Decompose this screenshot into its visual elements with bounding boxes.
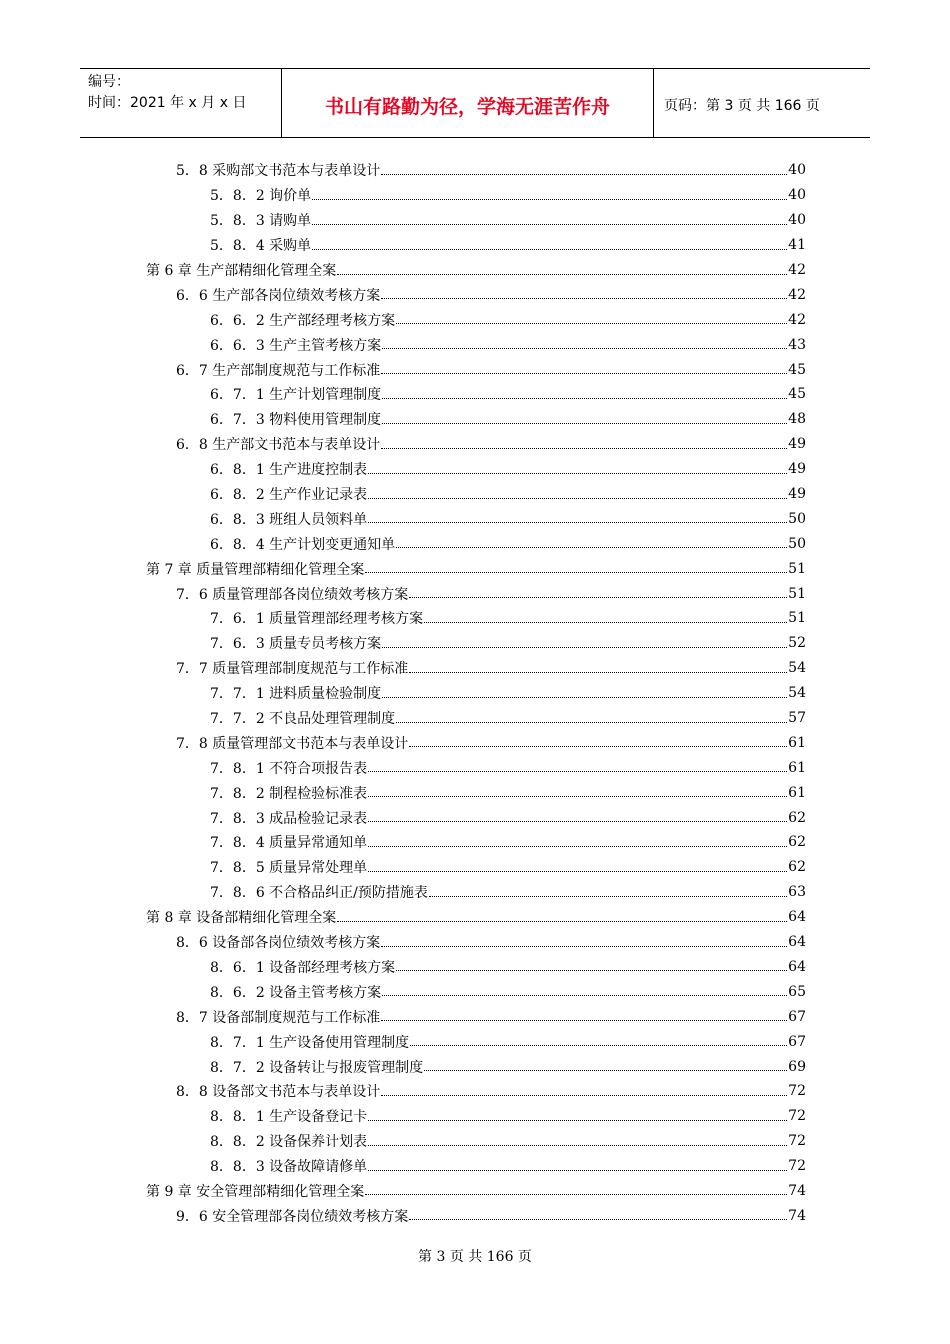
toc-entry-title: 6．7．3 物料使用管理制度 [210,412,382,429]
toc-entry-page: 74 [788,1207,806,1224]
toc-entry-page: 72 [788,1133,806,1150]
toc-entry[interactable] [140,233,806,258]
toc-entry-page: 72 [788,1158,806,1175]
toc-entry[interactable] [140,158,806,183]
toc-entry-title: 6．8．1 生产进度控制表 [210,462,368,479]
toc-entry[interactable] [140,855,806,880]
header-motto: 书山有路勤为径，学海无涯苦作舟 [282,69,654,137]
toc-entry-page: 48 [788,411,806,428]
toc-entry-page: 51 [788,610,806,627]
toc-entry-page: 52 [788,635,806,652]
date-line: 时间：2021 年 x 月 x 日 [88,95,247,111]
toc-entry-title: 第 8 章 设备部精细化管理全案 [146,910,337,927]
toc-entry-title: 7．7．1 进料质量检验制度 [210,686,382,703]
toc-leader-dots [396,537,787,548]
toc-entry-page: 62 [788,859,806,876]
toc-leader-dots [409,1209,787,1220]
toc-entry-page: 40 [788,162,806,179]
toc-entry-page: 49 [788,461,806,478]
toc-entry-page: 65 [788,983,806,1000]
toc-entry-title: 6．6．2 生产部经理考核方案 [210,312,396,329]
toc-entry[interactable] [140,457,806,482]
toc-entry[interactable] [140,656,806,681]
toc-entry-title: 7．6．1 质量管理部经理考核方案 [210,611,424,628]
toc-entry[interactable] [140,905,806,930]
toc-entry-title: 5．8 采购部文书范本与表单设计 [176,163,381,180]
toc-entry-page: 43 [788,336,806,353]
toc-leader-dots [368,836,787,847]
toc-entry[interactable] [140,979,806,1004]
toc-entry-title: 6．6 生产部各岗位绩效考核方案 [176,287,381,304]
toc-entry-page: 51 [788,585,806,602]
toc-leader-dots [365,1184,787,1195]
toc-leader-dots [396,313,787,324]
toc-entry[interactable] [140,208,806,233]
toc-entry-title: 7．8．3 成品检验记录表 [210,810,368,827]
toc-entry[interactable] [140,780,806,805]
toc-leader-dots [312,214,787,225]
toc-leader-dots [382,637,787,648]
toc-entry-page: 42 [788,262,806,278]
toc-entry-page: 74 [788,1182,806,1199]
toc-entry-page: 54 [788,685,806,702]
toc-leader-dots [410,1035,787,1046]
toc-entry[interactable] [140,606,806,631]
toc-entry-page: 50 [788,510,806,527]
code-label: 编号： [88,74,130,90]
toc-leader-dots [396,712,787,723]
header-page-info: 页码：第 3 页 共 166 页 [664,98,820,114]
toc-entry[interactable] [140,1203,806,1228]
toc-leader-dots [368,1160,787,1171]
toc-leader-dots [382,388,787,399]
toc-entry[interactable] [140,830,806,855]
toc-entry-page: 67 [788,1033,806,1050]
toc-entry-page: 72 [788,1083,806,1100]
toc-entry-title: 第 7 章 质量管理部精细化管理全案 [146,561,365,578]
toc-leader-dots [381,1085,787,1096]
toc-entry-page: 64 [788,934,806,951]
toc-entry-title: 7．8．1 不符合项报告表 [210,760,368,777]
toc-entry[interactable] [140,382,806,407]
toc-entry-title: 6．7 生产部制度规范与工作标准 [176,362,381,379]
toc-entry[interactable] [140,730,806,755]
toc-entry-title: 第 9 章 安全管理部精细化管理全案 [146,1183,365,1200]
toc-entry-title: 7．8．5 质量异常处理单 [210,860,368,877]
toc-entry-title: 8．8．1 生产设备登记卡 [210,1109,368,1126]
toc-entry-title: 6．7．1 生产计划管理制度 [210,387,382,404]
toc-entry-page: 42 [788,286,806,303]
toc-entry[interactable] [140,1004,806,1029]
toc-entry[interactable] [140,930,806,955]
toc-entry[interactable] [140,631,806,656]
header-meta [80,69,282,137]
toc-leader-dots [424,1060,787,1071]
toc-entry-title: 5．8．4 采购单 [210,238,312,255]
toc-entry[interactable] [140,282,806,307]
toc-entry-title: 8．6．2 设备主管考核方案 [210,984,382,1001]
toc-leader-dots [368,1110,787,1121]
toc-leader-dots [409,736,787,747]
toc-entry-page: 40 [788,212,806,229]
toc-leader-dots [337,264,787,275]
toc-entry-page: 41 [788,237,806,254]
toc-entry-title: 6．6．3 生产主管考核方案 [210,337,382,354]
toc-entry-title: 6．8 生产部文书范本与表单设计 [176,437,381,454]
toc-leader-dots [368,786,787,797]
toc-leader-dots [365,562,787,573]
toc-leader-dots [368,861,787,872]
toc-entry-title: 7．8．6 不合格品纠正/预防措施表 [210,885,428,902]
toc-leader-dots [368,463,787,474]
toc-entry[interactable] [140,1054,806,1079]
toc-leader-dots [424,612,787,623]
toc-entry[interactable] [140,755,806,780]
toc-entry-page: 50 [788,535,806,552]
toc-entry-title: 6．8．4 生产计划变更通知单 [210,536,396,553]
toc-leader-dots [381,438,787,449]
toc-leader-dots [381,1010,787,1021]
table-of-contents [140,158,806,1228]
toc-entry-title: 8．8．3 设备故障请修单 [210,1159,368,1176]
toc-entry-title: 7．8．4 质量异常通知单 [210,835,368,852]
toc-entry[interactable] [140,1029,806,1054]
toc-entry-page: 67 [788,1008,806,1025]
toc-entry[interactable] [140,955,806,980]
toc-entry-page: 45 [788,386,806,403]
toc-leader-dots [409,662,787,673]
toc-entry-page: 63 [788,884,806,901]
toc-entry-page: 49 [788,486,806,503]
toc-leader-dots [382,985,787,996]
page-header [80,68,870,138]
toc-entry-title: 8．7．1 生产设备使用管理制度 [210,1034,410,1051]
toc-leader-dots [381,936,787,947]
toc-entry-title: 8．7．2 设备转让与报废管理制度 [210,1059,424,1076]
toc-entry[interactable] [140,407,806,432]
toc-entry[interactable] [140,706,806,731]
toc-entry[interactable] [140,307,806,332]
toc-entry-title: 第 6 章 生产部精细化管理全案 [146,263,337,279]
toc-entry[interactable] [140,531,806,556]
toc-entry-title: 7．6．3 质量专员考核方案 [210,636,382,653]
toc-leader-dots [381,288,787,299]
toc-leader-dots [312,239,787,250]
toc-entry-page: 61 [788,784,806,801]
toc-entry[interactable] [140,482,806,507]
toc-entry[interactable] [140,183,806,208]
toc-entry-title: 6．8．2 生产作业记录表 [210,487,368,504]
toc-entry[interactable] [140,1154,806,1179]
toc-leader-dots [382,687,787,698]
toc-entry[interactable] [140,1079,806,1104]
toc-entry[interactable] [140,1129,806,1154]
toc-leader-dots [368,1135,787,1146]
toc-entry-page: 72 [788,1108,806,1125]
toc-entry-title: 8．8 设备部文书范本与表单设计 [176,1084,381,1101]
toc-entry[interactable] [140,432,806,457]
toc-entry-title: 7．8 质量管理部文书范本与表单设计 [176,735,409,752]
toc-leader-dots [368,488,787,499]
toc-entry-title: 8．6．1 设备部经理考核方案 [210,959,396,976]
toc-entry-page: 57 [788,710,806,727]
toc-entry[interactable] [140,506,806,531]
toc-entry[interactable] [140,357,806,382]
toc-entry-page: 40 [788,187,806,204]
toc-entry-title: 7．6 质量管理部各岗位绩效考核方案 [176,586,409,603]
toc-leader-dots [429,886,787,897]
toc-entry-title: 5．8．2 询价单 [210,188,312,205]
toc-entry[interactable] [140,556,806,581]
toc-entry-title: 7．7．2 不良品处理管理制度 [210,711,396,728]
toc-entry-page: 61 [788,759,806,776]
toc-entry-title: 7．7 质量管理部制度规范与工作标准 [176,661,409,678]
toc-leader-dots [368,761,787,772]
toc-entry[interactable] [140,681,806,706]
toc-entry-page: 42 [788,311,806,328]
toc-entry[interactable] [140,1104,806,1129]
toc-entry-title: 8．7 设备部制度规范与工作标准 [176,1009,381,1026]
toc-entry-page: 69 [788,1058,806,1075]
page-footer: 第 3 页 共 166 页 [418,1249,532,1265]
toc-leader-dots [409,587,787,598]
toc-entry[interactable] [140,581,806,606]
toc-leader-dots [312,189,787,200]
toc-entry-title: 8．6 设备部各岗位绩效考核方案 [176,935,381,952]
toc-entry-title: 8．8．2 设备保养计划表 [210,1134,368,1151]
toc-entry-page: 62 [788,834,806,851]
toc-entry-page: 51 [788,560,806,577]
toc-entry-page: 64 [788,909,806,926]
toc-leader-dots [396,960,787,971]
toc-leader-dots [381,363,787,374]
toc-leader-dots [368,512,787,523]
toc-entry-page: 61 [788,734,806,751]
toc-entry-title: 7．8．2 制程检验标准表 [210,785,368,802]
toc-leader-dots [382,338,787,349]
toc-entry-page: 54 [788,660,806,677]
toc-entry[interactable] [140,1179,806,1204]
toc-entry-title: 6．8．3 班组人员领料单 [210,511,368,528]
toc-entry[interactable] [140,332,806,357]
toc-leader-dots [337,911,787,922]
toc-entry-title: 5．8．3 请购单 [210,213,312,230]
toc-entry[interactable] [140,258,806,283]
toc-entry-page: 45 [788,361,806,378]
toc-entry[interactable] [140,880,806,905]
toc-leader-dots [382,413,787,424]
toc-entry-page: 64 [788,958,806,975]
toc-entry-page: 62 [788,809,806,826]
toc-entry-title: 9．6 安全管理部各岗位绩效考核方案 [176,1208,409,1225]
toc-leader-dots [368,811,787,822]
toc-entry[interactable] [140,805,806,830]
toc-entry-page: 49 [788,436,806,453]
toc-leader-dots [381,164,787,175]
